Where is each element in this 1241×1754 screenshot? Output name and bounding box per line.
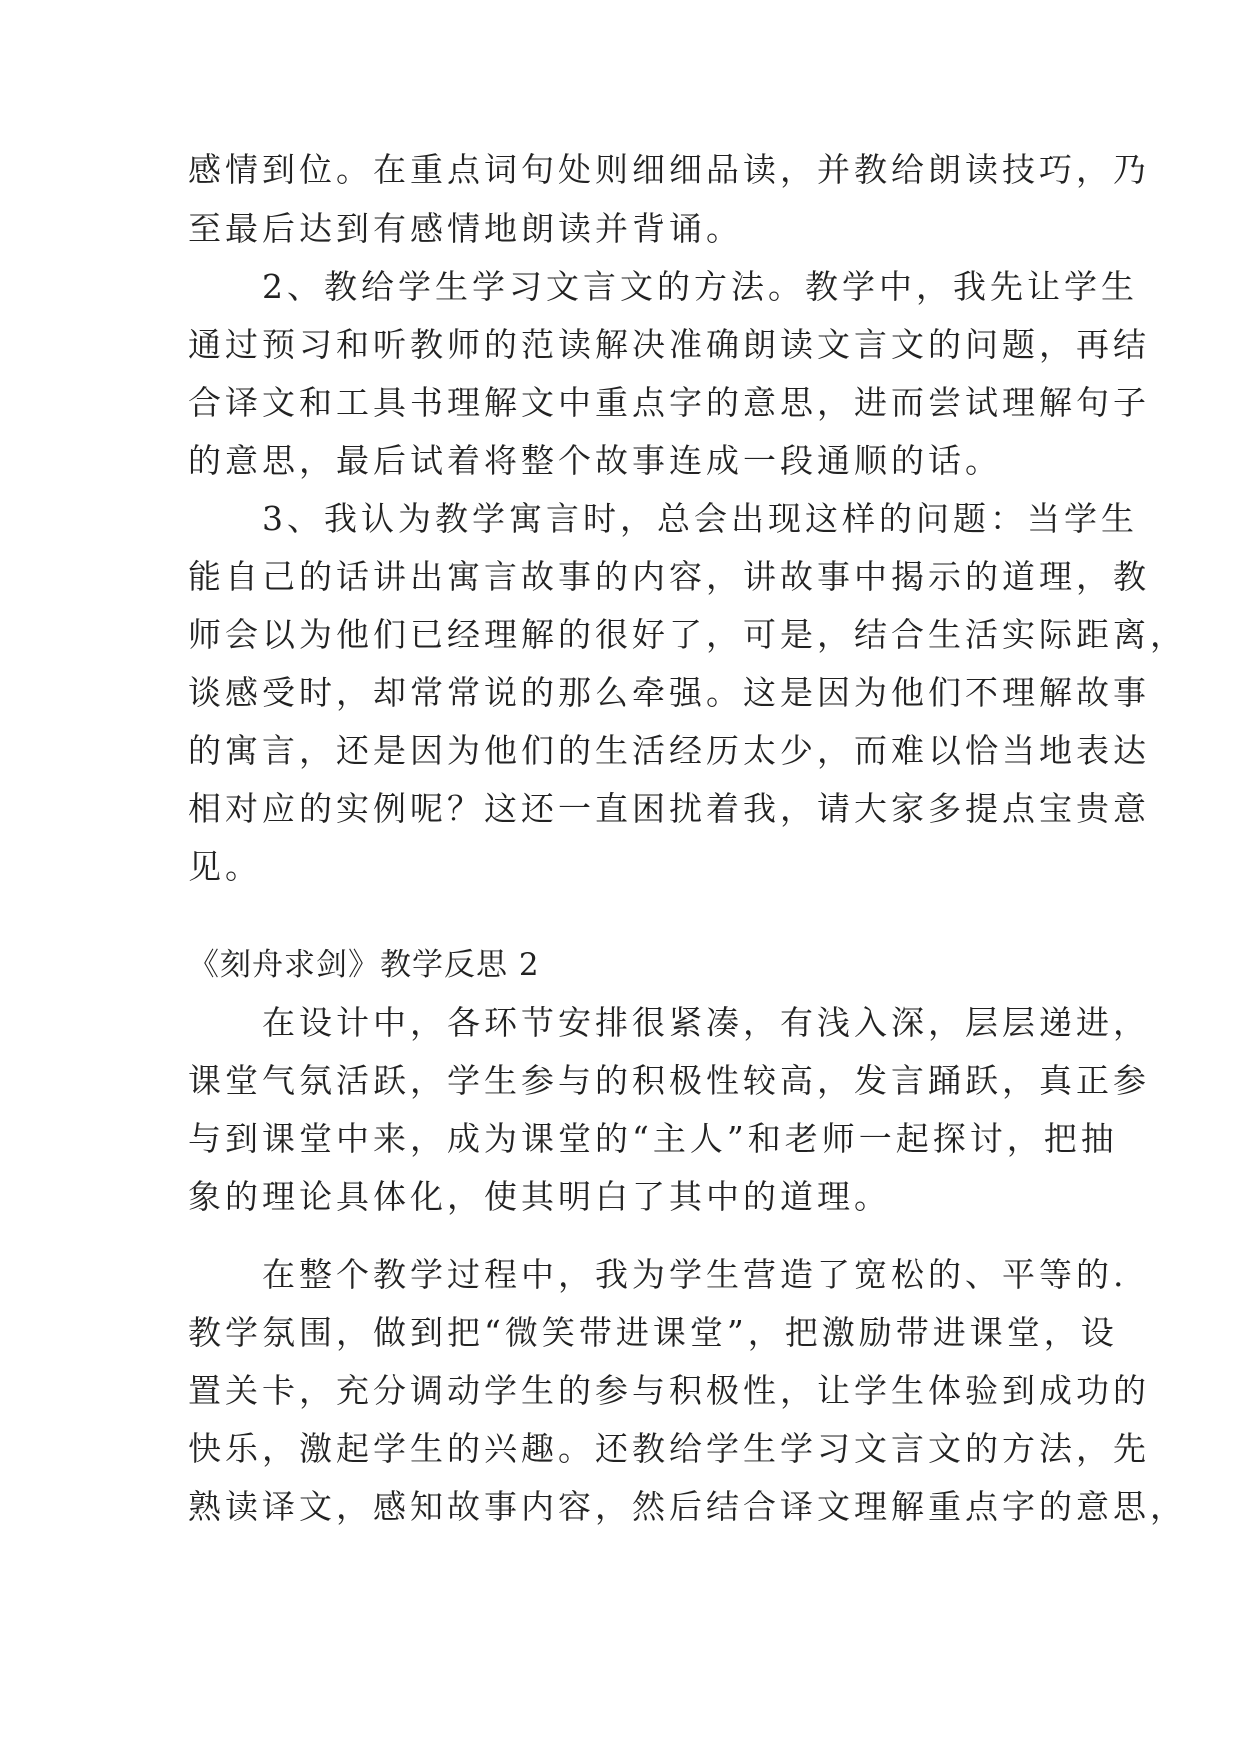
paragraph-line: 与到课堂中来，成为课堂的“主人”和老师一起探讨，把抽	[188, 1119, 1118, 1158]
paragraph-line: 谈感受时，却常常说的那么牵强。这是因为他们不理解故事	[188, 673, 1150, 712]
paragraph-line: 熟读译文，感知故事内容，然后结合译文理解重点字的意思，	[188, 1487, 1187, 1526]
paragraph-line: 教学氛围，做到把“微笑带进课堂”，把激励带进课堂，设	[188, 1313, 1118, 1352]
paragraph-line: 在整个教学过程中，我为学生营造了宽松的、平等的.	[188, 1255, 1128, 1294]
paragraph-line: 在设计中，各环节安排很紧凑，有浅入深，层层递进，	[188, 1003, 1150, 1042]
paragraph-line: 至最后达到有感情地朗读并背诵。	[188, 209, 743, 248]
paragraph-line: 快乐，激起学生的兴趣。还教给学生学习文言文的方法，先	[188, 1429, 1150, 1468]
paragraph-line: 象的理论具体化，使其明白了其中的道理。	[188, 1177, 891, 1216]
paragraph-line: 相对应的实例呢？这还一直困扰着我，请大家多提点宝贵意	[188, 789, 1150, 828]
paragraph-line: 能自己的话讲出寓言故事的内容，讲故事中揭示的道理，教	[188, 557, 1150, 596]
paragraph-line: 通过预习和听教师的范读解决准确朗读文言文的问题，再结	[188, 325, 1150, 364]
paragraph-line: 感情到位。在重点词句处则细细品读，并教给朗读技巧，乃	[188, 150, 1150, 189]
paragraph-line: 合译文和工具书理解文中重点字的意思，进而尝试理解句子	[188, 383, 1150, 422]
paragraph-line: 的寓言，还是因为他们的生活经历太少，而难以恰当地表达	[188, 731, 1150, 770]
paragraph-line: 的意思，最后试着将整个故事连成一段通顺的话。	[188, 441, 1002, 480]
section-title: 《刻舟求剑》教学反思 2	[188, 947, 540, 983]
paragraph-line: 课堂气氛活跃，学生参与的积极性较高，发言踊跃，真正参	[188, 1061, 1150, 1100]
paragraph-line: 见。	[188, 847, 262, 886]
paragraph-line: 置关卡，充分调动学生的参与积极性，让学生体验到成功的	[188, 1371, 1150, 1410]
paragraph-line: 3、我认为教学寓言时，总会出现这样的问题：当学生	[188, 499, 1138, 538]
paragraph-line: 师会以为他们已经理解的很好了，可是，结合生活实际距离，	[188, 615, 1187, 654]
paragraph-line: 2、教给学生学习文言文的方法。教学中，我先让学生	[188, 267, 1138, 306]
